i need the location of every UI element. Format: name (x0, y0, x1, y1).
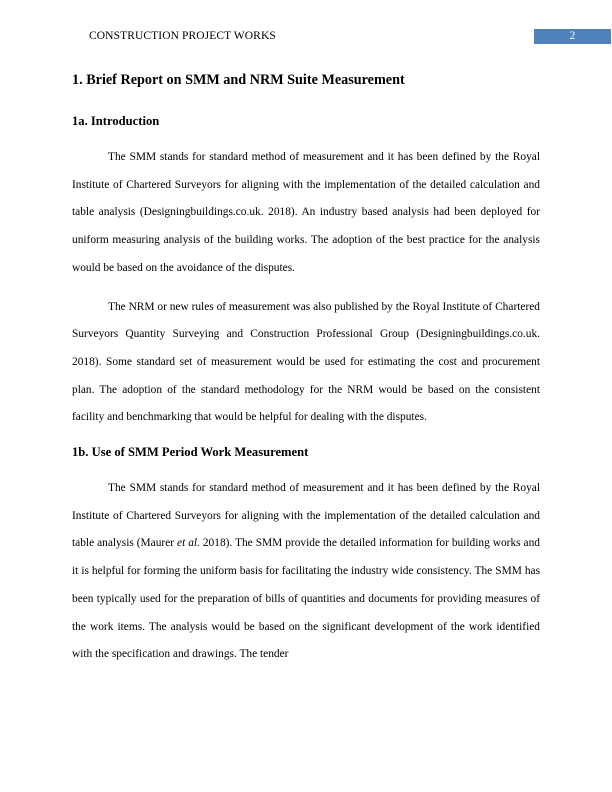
paragraph-nrm-definition: The NRM or new rules of measurement was also published by the Royal Institute of Chartered Surveyors Quantity Surveying and Construction Professional Group (Designingbuildings.co.uk. 2018). Some standard set of measurement would be used for estimating the cost and procurement plan. The adoption of the standard methodology for the NRM would be based on the consistent facility and benchmarking that would be helpful for dealing with the disputes. (72, 300, 540, 424)
document-title: 1. Brief Report on SMM and NRM Suite Measurement (72, 72, 405, 88)
running-head: CONSTRUCTION PROJECT WORKS (89, 30, 276, 42)
citation-et-al: et al. (177, 537, 200, 550)
section-heading-introduction: 1a. Introduction (72, 114, 160, 128)
document-body (72, 70, 540, 669)
paragraph-smm-definition: The SMM stands for standard method of measurement and it has been defined by the Royal Institute of Chartered Surveyors for aligning with the implementation of the detailed calculation and table analysis (Designingbuildings.co.uk. 2018). An industry based analysis had been deployed for uniform measuring analysis of the building works. The adoption of the best practice for the analysis would be based on the avoidance of the disputes. (72, 151, 540, 274)
page-number-badge: 2 (534, 29, 611, 44)
paragraph-text-start: The SMM stands for standard method of measurement and it has been defined by the Royal Institute of Chartered Surveyors for aligning with the implementation of the detailed calculation and table analysis (Maurer (72, 482, 540, 550)
paragraph-text-end: 2018). The SMM provide the detailed information for building works and it is helpful for forming the uniform basis for facilitating the industry wide consistency. The SMM has been typically used for the preparation of bills of quantities and documents for providing measures of the work items. The analysis would be based on the significant development of the work identified with the specification and drawings. The tender (72, 537, 540, 661)
page-header (89, 29, 576, 44)
paragraph-smm-use (72, 475, 540, 669)
section-heading-smm-use: 1b. Use of SMM Period Work Measurement (72, 445, 309, 460)
